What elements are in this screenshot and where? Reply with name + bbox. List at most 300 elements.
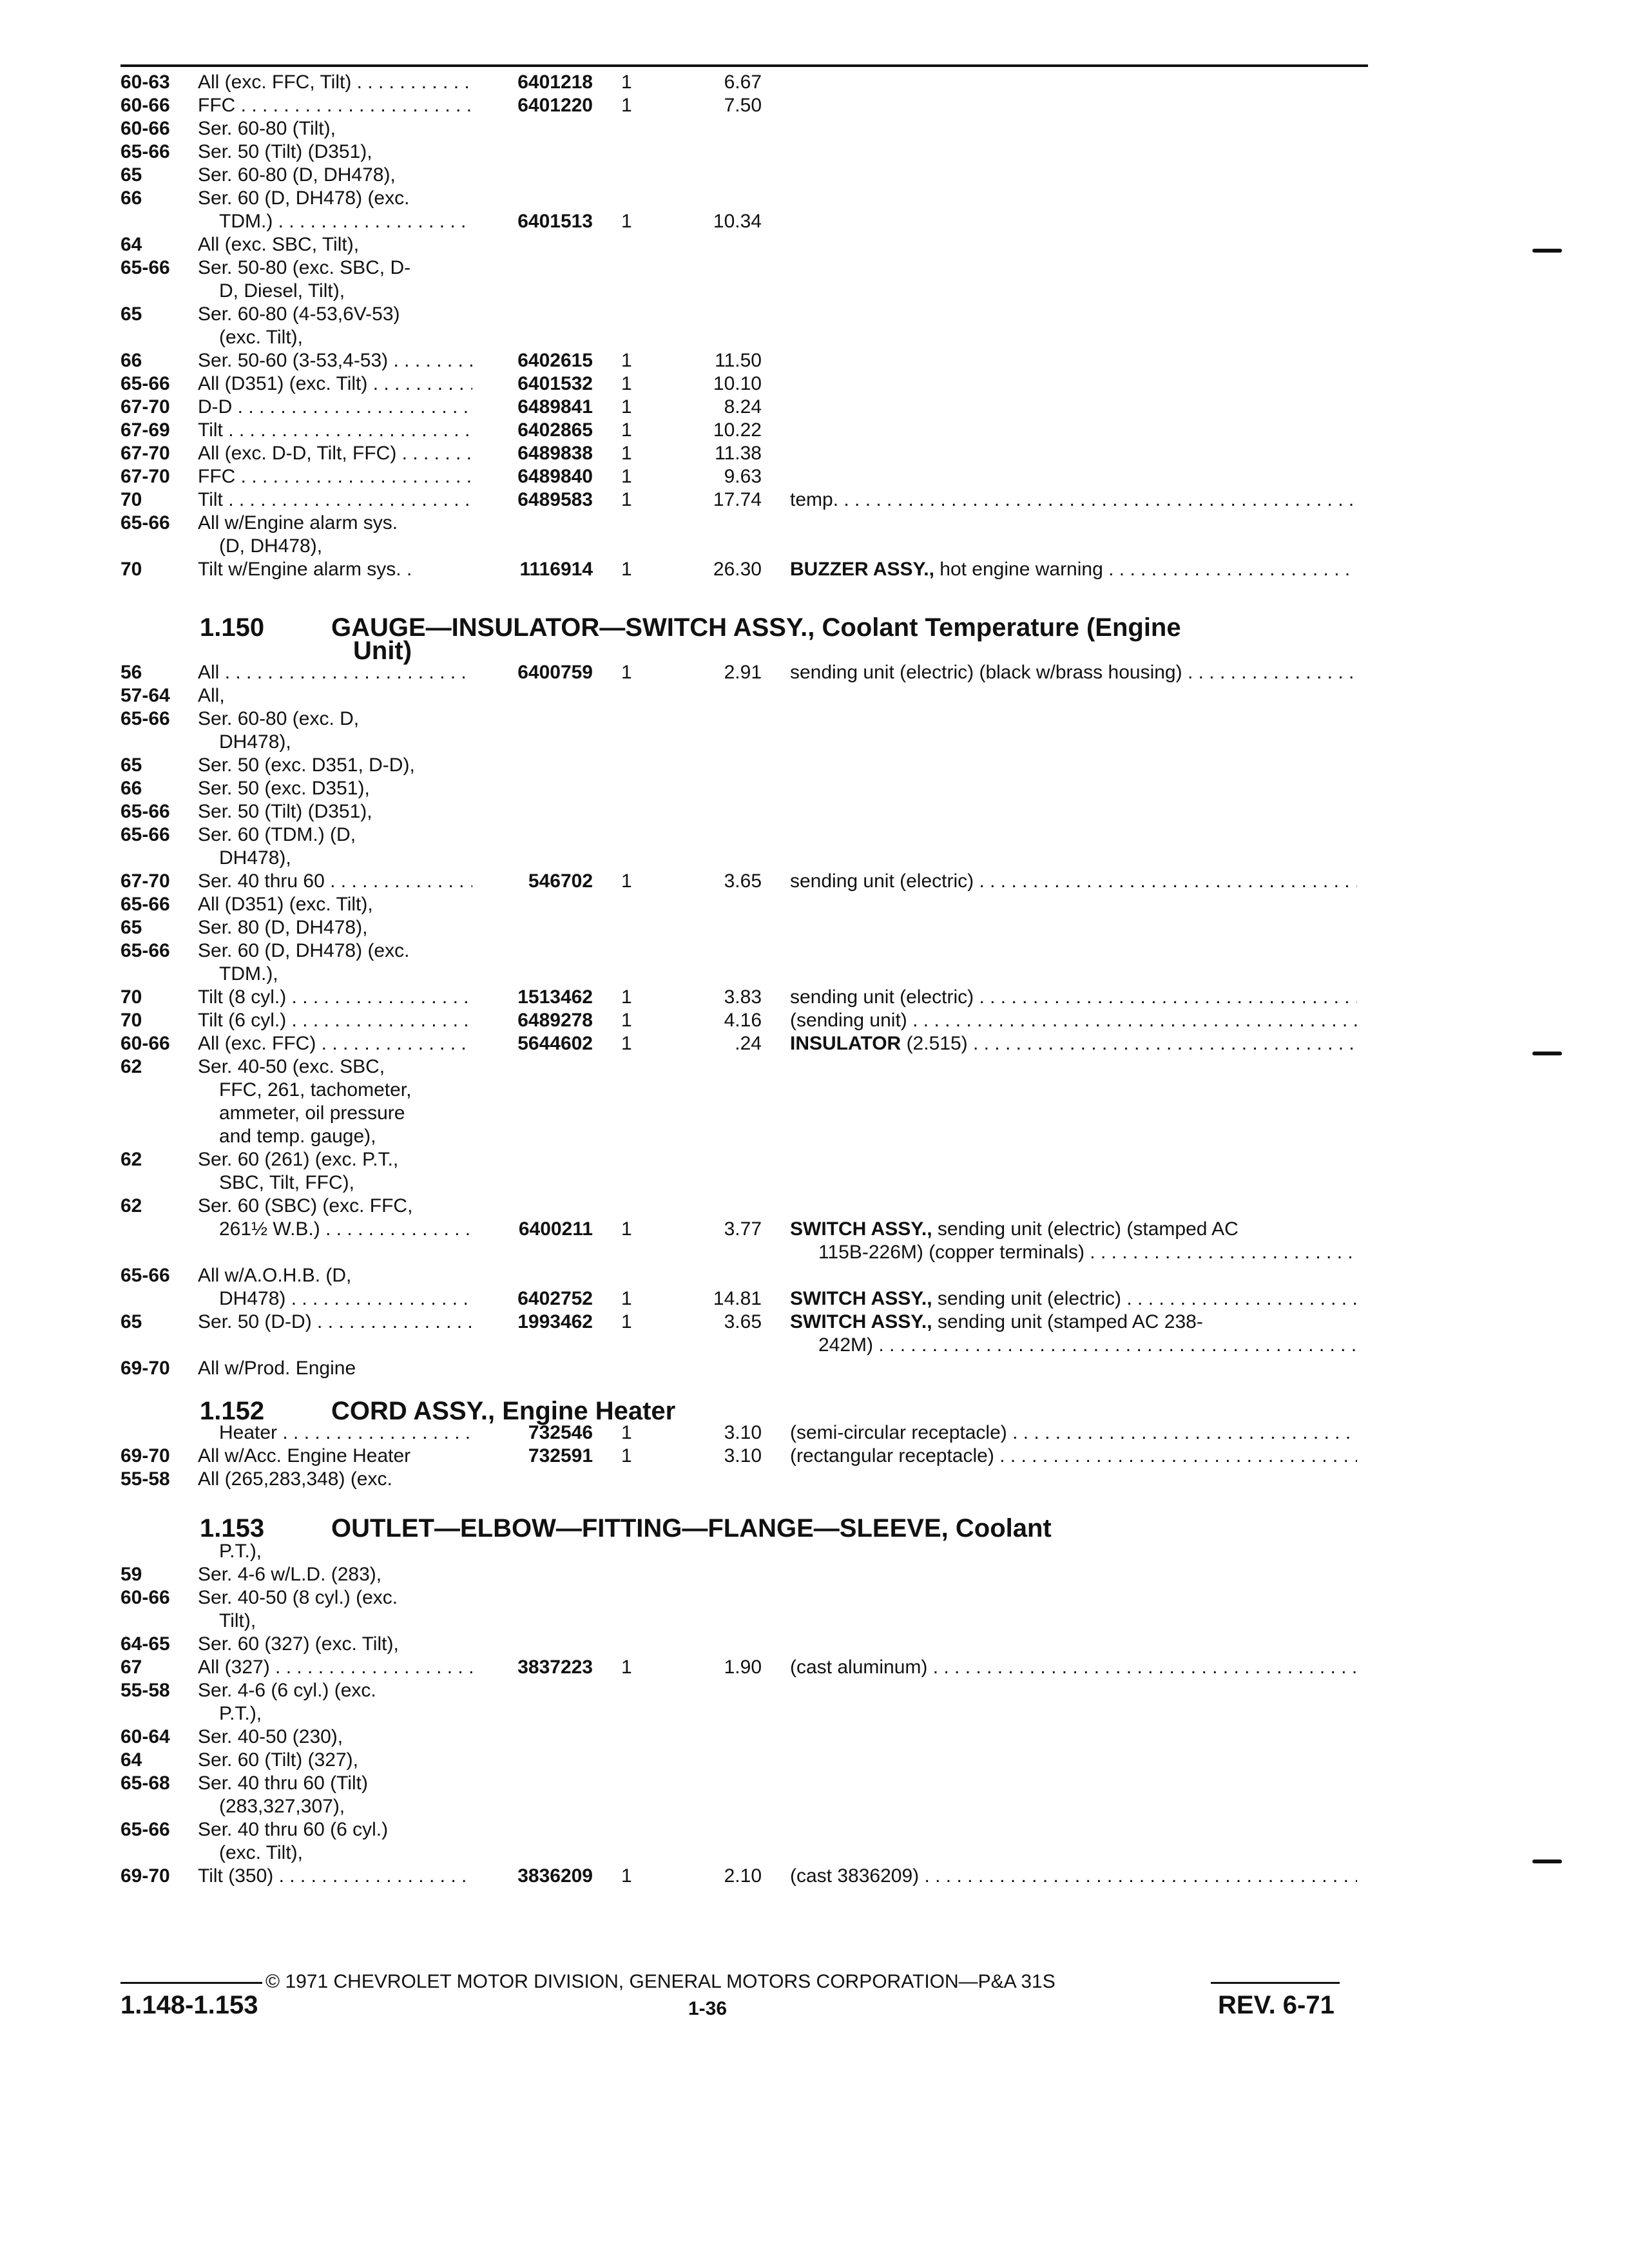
row-quantity: 1 [621, 350, 632, 371]
row-item-name-bold: SWITCH ASSY., [790, 1288, 932, 1309]
table-row [0, 661, 1629, 684]
table-row [0, 939, 1629, 963]
row-price: 11.50 [715, 350, 762, 371]
row-description: Ser. 60 (D, DH478) (exc. [198, 940, 410, 961]
table-row [0, 800, 1629, 823]
row-description: D, Diesel, Tilt), [219, 280, 345, 302]
row-description: Ser. 60 (SBC) (exc. FFC, [198, 1195, 413, 1216]
row-description: (exc. Tilt), [219, 327, 304, 348]
table-row [0, 1610, 1629, 1633]
row-quantity: 1 [621, 95, 632, 116]
table-row [0, 372, 1629, 396]
row-price: 8.24 [724, 396, 762, 418]
row-description: All, [198, 685, 225, 706]
row-item-name-bold: INSULATOR [790, 1033, 901, 1054]
row-part-number: 5644602 [517, 1033, 593, 1054]
table-row [0, 1032, 1629, 1055]
row-part-number: 1116914 [519, 559, 593, 580]
row-years: 62 [120, 1195, 142, 1216]
table-row [0, 140, 1629, 164]
row-years: 67-70 [120, 443, 170, 464]
table-row [0, 1865, 1629, 1888]
row-description: Ser. 60-80 (Tilt), [198, 118, 336, 139]
table-row [0, 870, 1629, 893]
table-row [0, 512, 1629, 535]
row-years: 67-70 [120, 870, 170, 892]
section-number: 1.153 [200, 1514, 265, 1542]
row-price: 3.65 [724, 1311, 762, 1332]
row-years: 65 [120, 754, 142, 776]
row-part-number: 1993462 [517, 1311, 593, 1332]
row-years: 62 [120, 1056, 142, 1077]
table-row [0, 233, 1629, 256]
row-description: All w/Prod. Engine [198, 1358, 356, 1379]
row-item-name [790, 1311, 1357, 1334]
row-years: 56 [120, 662, 142, 683]
section-title: GAUGE—INSULATOR—SWITCH ASSY., Coolant Temperature (Engine [331, 613, 1181, 642]
table-row [0, 1241, 1629, 1264]
row-years: 67-70 [120, 466, 170, 487]
row-years: 60-66 [120, 95, 170, 116]
row-item-name-text: (cast 3836209) [790, 1865, 925, 1887]
table-row [0, 1841, 1629, 1865]
table-row [0, 1725, 1629, 1749]
row-item-name [818, 1334, 1357, 1357]
table-row [0, 731, 1629, 754]
row-description: FFC . . . [198, 94, 472, 117]
table-row [0, 893, 1629, 916]
row-quantity: 1 [621, 489, 632, 510]
row-years: 60-66 [120, 118, 170, 139]
row-item-name-text: sending unit (electric) [932, 1288, 1127, 1309]
copyright-rule-right [1211, 1982, 1340, 1984]
row-description: Ser. 60 (Tilt) (327), [198, 1749, 358, 1771]
row-description: DH478), [219, 847, 291, 869]
row-years: 70 [120, 559, 142, 580]
table-row [0, 847, 1629, 870]
table-row [0, 442, 1629, 465]
row-description: DH478) . . . [219, 1287, 472, 1311]
row-item-name-text: (cast aluminum) [790, 1657, 933, 1678]
table-row [0, 1702, 1629, 1725]
table-row [0, 1009, 1629, 1032]
table-row [0, 1055, 1629, 1079]
table-row [0, 94, 1629, 117]
table-row [0, 1468, 1629, 1491]
table-row [0, 916, 1629, 939]
row-part-number: 6489278 [517, 1010, 593, 1031]
row-description: Tilt . . . [198, 488, 472, 512]
table-row [0, 777, 1629, 800]
row-item-name-text: (semi-circular receptacle) [790, 1422, 1013, 1443]
row-quantity: 1 [621, 986, 632, 1008]
row-description: Ser. 80 (D, DH478), [198, 917, 368, 938]
row-item-name [790, 1656, 1357, 1679]
row-price: 10.22 [713, 419, 762, 441]
row-years: 55-58 [120, 1680, 170, 1701]
table-row [0, 1171, 1629, 1195]
row-description: Tilt), [219, 1610, 256, 1631]
table-row [0, 1195, 1629, 1218]
row-price: 4.16 [724, 1010, 762, 1031]
table-row [0, 1357, 1629, 1380]
row-item-name [790, 1287, 1357, 1311]
row-quantity: 1 [621, 559, 632, 580]
table-row [0, 1218, 1629, 1241]
row-description: P.T.), [219, 1703, 262, 1724]
row-years: 69-70 [120, 1358, 170, 1379]
margin-tick-mark [1532, 1052, 1562, 1055]
row-price: 2.10 [724, 1865, 762, 1887]
row-description: Ser. 40 thru 60 (6 cyl.) [198, 1819, 389, 1840]
table-row [0, 465, 1629, 488]
margin-tick-mark [1532, 249, 1562, 253]
table-row [0, 396, 1629, 419]
row-item-name [790, 558, 1357, 581]
table-row [0, 707, 1629, 731]
table-row [0, 1586, 1629, 1610]
row-part-number: 6400759 [517, 662, 593, 683]
row-description: (D, DH478), [219, 535, 323, 557]
row-quantity: 1 [621, 1311, 632, 1332]
row-years: 69-70 [120, 1445, 170, 1466]
row-quantity: 1 [621, 1033, 632, 1054]
table-row [0, 1818, 1629, 1841]
row-price: 3.83 [724, 986, 762, 1008]
table-row [0, 1079, 1629, 1102]
table-row [0, 1656, 1629, 1679]
row-description: Heater . . . [219, 1421, 472, 1445]
row-price: 3.65 [724, 870, 762, 892]
row-part-number: 6489838 [517, 443, 593, 464]
row-price: 17.74 [713, 489, 762, 510]
table-row [0, 1563, 1629, 1586]
row-years: 67 [120, 1657, 142, 1678]
footer-revision: REV. 6-71 [1218, 1991, 1335, 2019]
row-part-number: 3836209 [517, 1865, 593, 1887]
row-description: (exc. Tilt), [219, 1842, 304, 1863]
table-row [0, 71, 1629, 94]
row-price: 7.50 [724, 95, 762, 116]
row-description: D-D . . . [198, 396, 472, 419]
row-item-name [790, 1445, 1357, 1468]
row-item-name-text: sending unit (electric) (black w/brass housing) [790, 662, 1188, 683]
row-price: 3.10 [724, 1445, 762, 1466]
row-part-number: 3837223 [517, 1657, 593, 1678]
row-description: Ser. 60 (261) (exc. P.T., [198, 1149, 399, 1170]
table-row [0, 303, 1629, 326]
row-description: All (D351) (exc. Tilt) . . . [198, 372, 472, 396]
row-quantity: 1 [621, 466, 632, 487]
row-item-name [790, 1865, 1357, 1888]
row-description: Tilt (350) . . . [198, 1865, 472, 1888]
row-item-name [790, 870, 1357, 893]
row-description: Ser. 4-6 w/L.D. (283), [198, 1564, 382, 1585]
row-description: All (exc. D-D, Tilt, FFC) . . . [198, 442, 472, 465]
row-years: 66 [120, 778, 142, 799]
table-row [0, 535, 1629, 558]
row-part-number: 6401218 [517, 72, 593, 93]
row-quantity: 1 [621, 1657, 632, 1678]
section-number: 1.150 [200, 613, 265, 642]
row-years: 70 [120, 1010, 142, 1031]
row-quantity: 1 [621, 1010, 632, 1031]
row-years: 70 [120, 489, 142, 510]
copyright-text: © 1971 CHEVROLET MOTOR DIVISION, GENERAL MOTORS CORPORATION—P&A 31S [265, 1971, 1055, 1992]
row-item-name-bold: SWITCH ASSY., [790, 1218, 932, 1240]
row-item-name-text: temp. [790, 489, 844, 510]
row-description: All (327) . . . [198, 1656, 472, 1679]
row-quantity: 1 [621, 396, 632, 418]
row-description: All (D351) (exc. Tilt), [198, 894, 373, 915]
row-description: 261½ W.B.) . . . [219, 1218, 472, 1241]
row-price: 10.34 [713, 211, 762, 232]
row-description: Ser. 60 (327) (exc. Tilt), [198, 1633, 399, 1655]
row-years: 65-66 [120, 1819, 170, 1840]
table-row [0, 1749, 1629, 1772]
row-quantity: 1 [621, 1422, 632, 1443]
row-description: Ser. 4-6 (6 cyl.) (exc. [198, 1680, 376, 1701]
footer-section-range: 1.148-1.153 [120, 1991, 258, 2019]
table-row [0, 164, 1629, 187]
row-years: 65-66 [120, 894, 170, 915]
row-part-number: 6401532 [517, 373, 593, 394]
row-years: 65-66 [120, 801, 170, 822]
row-description: All w/A.O.H.B. (D, [198, 1265, 352, 1286]
row-part-number: 6489840 [517, 466, 593, 487]
row-item-name [790, 986, 1357, 1009]
row-description: All (exc. FFC, Tilt) . . . [198, 71, 472, 94]
row-item-name-text: 242M) [818, 1334, 879, 1356]
row-price: 6.67 [724, 72, 762, 93]
row-description: SBC, Tilt, FFC), [219, 1172, 354, 1193]
row-description: (283,327,307), [219, 1796, 345, 1817]
row-description: All (exc. SBC, Tilt), [198, 234, 360, 255]
row-description: Ser. 50 (Tilt) (D351), [198, 141, 372, 162]
row-years: 65-66 [120, 1265, 170, 1286]
row-item-name [790, 1009, 1357, 1032]
row-description: Ser. 50 (Tilt) (D351), [198, 801, 372, 822]
row-years: 60-66 [120, 1033, 170, 1054]
row-years: 65 [120, 1311, 142, 1332]
row-part-number: 6402865 [517, 419, 593, 441]
copyright-rule-left [120, 1982, 262, 1984]
row-item-name [790, 1421, 1357, 1445]
row-years: 62 [120, 1149, 142, 1170]
row-price: .24 [735, 1033, 762, 1054]
row-part-number: 6401220 [517, 95, 593, 116]
row-description: Ser. 60 (TDM.) (D, [198, 824, 356, 845]
table-row [0, 1334, 1629, 1357]
row-years: 65 [120, 917, 142, 938]
row-description: Ser. 60-80 (D, DH478), [198, 164, 396, 186]
row-description: Ser. 40-50 (8 cyl.) (exc. [198, 1587, 398, 1608]
row-description: All (exc. FFC) . . . [198, 1032, 472, 1055]
row-item-name [790, 1218, 1357, 1241]
table-row [0, 1772, 1629, 1795]
row-item-name-text: sending unit (stamped AC 238- [932, 1311, 1203, 1332]
row-years: 65-66 [120, 940, 170, 961]
row-description: All (265,283,348) (exc. [198, 1468, 392, 1490]
row-years: 65-66 [120, 373, 170, 394]
table-row [0, 986, 1629, 1009]
table-row [0, 558, 1629, 581]
table-row [0, 1633, 1629, 1656]
row-quantity: 1 [621, 662, 632, 683]
table-row [0, 1102, 1629, 1125]
top-rule [120, 64, 1368, 67]
section-title-cont: Unit) [353, 637, 412, 665]
row-part-number: 6489841 [517, 396, 593, 418]
row-description: TDM.), [219, 963, 278, 985]
row-years: 57-64 [120, 685, 170, 706]
row-price: 3.10 [724, 1422, 762, 1443]
row-part-number: 732546 [528, 1422, 593, 1443]
row-quantity: 1 [621, 870, 632, 892]
row-years: 60-64 [120, 1726, 170, 1747]
row-years: 60-63 [120, 72, 170, 93]
row-description: FFC, 261, tachometer, [219, 1079, 412, 1100]
table-row [0, 1287, 1629, 1311]
row-quantity: 1 [621, 443, 632, 464]
row-description: Tilt (6 cyl.) . . . [198, 1009, 472, 1032]
row-years: 60-66 [120, 1587, 170, 1608]
table-row [0, 1795, 1629, 1818]
row-part-number: 6400211 [518, 1218, 593, 1240]
row-item-name-text: (rectangular receptacle) [790, 1445, 1000, 1466]
row-years: 65-66 [120, 257, 170, 278]
row-description: FFC . . . [198, 465, 472, 488]
row-item-name [790, 1032, 1357, 1055]
table-row [0, 963, 1629, 986]
row-part-number: 6489583 [517, 489, 593, 510]
table-row [0, 1311, 1629, 1334]
row-years: 55-58 [120, 1468, 170, 1490]
row-quantity: 1 [621, 373, 632, 394]
table-row [0, 1445, 1629, 1468]
table-row [0, 280, 1629, 303]
row-years: 65-66 [120, 824, 170, 845]
margin-tick-mark [1532, 1860, 1562, 1863]
row-price: 11.38 [715, 443, 762, 464]
row-description: Ser. 50 (exc. D351, D-D), [198, 754, 415, 776]
row-years: 64 [120, 234, 142, 255]
row-quantity: 1 [621, 1218, 632, 1240]
row-years: 64 [120, 1749, 142, 1771]
table-row [0, 1540, 1629, 1563]
row-part-number: 1513462 [517, 986, 593, 1008]
section-number: 1.152 [200, 1397, 265, 1425]
row-part-number: 732591 [528, 1445, 593, 1466]
row-item-name-text: sending unit (electric) (stamped AC [932, 1218, 1239, 1240]
row-description: Ser. 40-50 (230), [198, 1726, 343, 1747]
table-row [0, 256, 1629, 280]
row-years: 70 [120, 986, 142, 1008]
row-description: Ser. 60-80 (exc. D, [198, 708, 360, 729]
table-row [0, 187, 1629, 210]
row-description: All . . . [198, 661, 472, 684]
row-description: Ser. 60-80 (4-53,6V-53) [198, 303, 400, 325]
table-row [0, 349, 1629, 372]
section-title: OUTLET—ELBOW—FITTING—FLANGE—SLEEVE, Coolant [331, 1514, 1052, 1542]
row-item-name-bold: BUZZER ASSY., [790, 559, 934, 580]
row-years: 65 [120, 164, 142, 186]
row-years: 67-69 [120, 419, 170, 441]
row-price: 14.81 [713, 1288, 762, 1309]
table-row [0, 823, 1629, 847]
row-years: 65-68 [120, 1773, 170, 1794]
row-quantity: 1 [621, 1865, 632, 1887]
row-description: Tilt (8 cyl.) . . . [198, 986, 472, 1009]
table-row [0, 488, 1629, 512]
row-price: 9.63 [724, 466, 762, 487]
row-description: All w/Engine alarm sys. [198, 512, 398, 533]
row-description: Ser. 40 thru 60 . . . [198, 870, 472, 893]
row-years: 65-66 [120, 141, 170, 162]
table-row [0, 684, 1629, 707]
row-price: 26.30 [713, 559, 762, 580]
row-description: Ser. 50 (D-D) . . . [198, 1311, 472, 1334]
table-row [0, 210, 1629, 233]
row-quantity: 1 [621, 1445, 632, 1466]
row-item-name-text: sending unit (electric) [790, 870, 979, 892]
row-years: 64-65 [120, 1633, 170, 1655]
row-quantity: 1 [621, 72, 632, 93]
row-description: Ser. 40 thru 60 (Tilt) [198, 1773, 368, 1794]
row-description: Ser. 60 (D, DH478) (exc. [198, 187, 410, 209]
row-item-name-text: sending unit (electric) [790, 986, 979, 1008]
row-description: Ser. 50-60 (3-53,4-53) . . . [198, 349, 472, 372]
table-row [0, 117, 1629, 140]
footer-page-number: 1-36 [688, 1998, 728, 2019]
row-description: Ser. 50 (exc. D351), [198, 778, 370, 799]
row-price: 10.10 [713, 373, 762, 394]
row-quantity: 1 [621, 211, 632, 232]
row-description: P.T.), [219, 1541, 262, 1562]
row-years: 59 [120, 1564, 142, 1585]
row-item-name [818, 1241, 1357, 1264]
row-description: and temp. gauge), [219, 1126, 376, 1147]
row-item-name-text: 115B-226M) (copper terminals) [818, 1242, 1090, 1263]
row-item-name-text: (sending unit) [790, 1010, 913, 1031]
row-years: 65-66 [120, 512, 170, 533]
row-years: 69-70 [120, 1865, 170, 1887]
row-price: 3.77 [724, 1218, 762, 1240]
row-part-number: 546702 [528, 870, 593, 892]
row-item-name-text: hot engine warning [934, 559, 1109, 580]
row-years: 66 [120, 350, 142, 371]
row-description: All w/Acc. Engine Heater [198, 1445, 411, 1466]
row-years: 66 [120, 187, 142, 209]
row-item-name [790, 488, 1357, 512]
row-description: Tilt w/Engine alarm sys. . [198, 559, 412, 580]
row-years: 67-70 [120, 396, 170, 418]
row-part-number: 6401513 [517, 211, 593, 232]
table-row [0, 326, 1629, 349]
row-price: 2.91 [724, 662, 762, 683]
section-title: CORD ASSY., Engine Heater [331, 1397, 676, 1425]
row-quantity: 1 [621, 419, 632, 441]
row-description: DH478), [219, 731, 291, 753]
row-item-name [790, 661, 1357, 684]
row-item-name-text: (2.515) [901, 1033, 973, 1054]
table-row [0, 1125, 1629, 1148]
row-description: TDM.) . . . [219, 210, 472, 233]
row-description: Ser. 40-50 (exc. SBC, [198, 1056, 385, 1077]
table-row [0, 419, 1629, 442]
table-row [0, 754, 1629, 777]
table-row [0, 1148, 1629, 1171]
